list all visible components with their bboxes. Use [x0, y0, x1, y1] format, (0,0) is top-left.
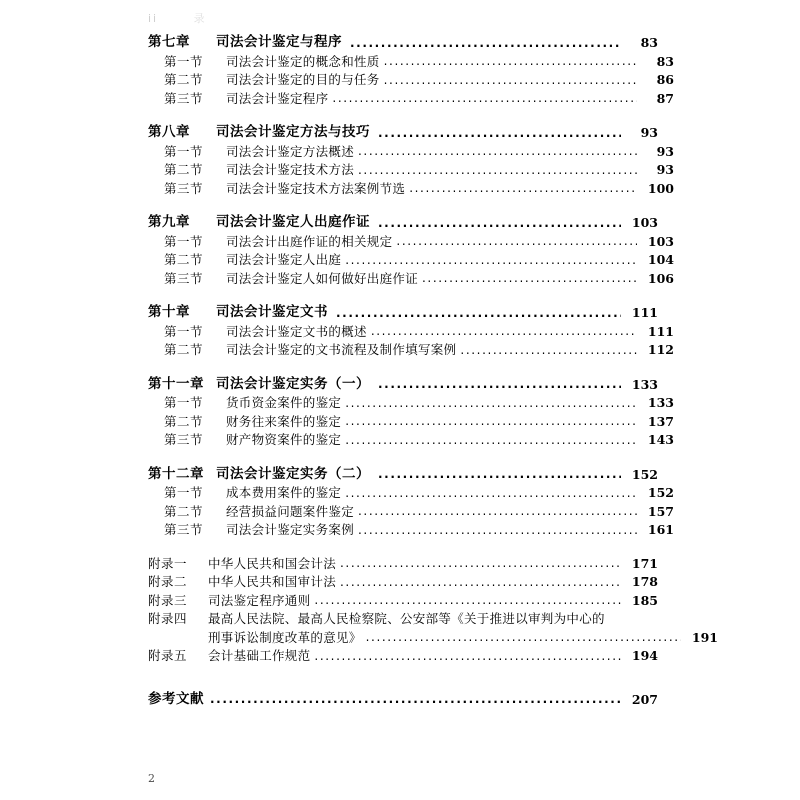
running-head-left: ii — [148, 12, 159, 25]
leader-dots — [396, 236, 637, 249]
entry-label — [148, 555, 337, 571]
appendix-entry[interactable] — [148, 576, 658, 589]
appendix-entry[interactable] — [148, 613, 658, 626]
entry-page-number: 100 — [647, 180, 674, 196]
section-entry[interactable] — [148, 164, 674, 177]
leader-dots — [378, 378, 621, 392]
section-number: 第一节 — [164, 53, 204, 69]
chapter-group — [148, 465, 674, 537]
leader-dots — [378, 216, 621, 230]
entry-label — [148, 126, 370, 140]
chapter-title: 司法会计鉴定人出庭作证 — [216, 214, 370, 230]
entry-page-number: 106 — [647, 270, 674, 286]
appendix-title: 中华人民共和国会计法 — [208, 555, 337, 571]
entry-label — [164, 90, 329, 106]
running-head-right: 录 — [193, 12, 207, 25]
section-number: 第二节 — [164, 413, 204, 429]
entry-page-number: 83 — [656, 53, 674, 69]
chapter-group — [148, 375, 674, 447]
section-entry[interactable] — [148, 74, 674, 87]
entry-page-number: 178 — [631, 574, 658, 589]
appendix-entry[interactable] — [148, 592, 658, 608]
entry-label — [164, 254, 341, 267]
entry-label — [164, 270, 419, 286]
entry-label — [164, 323, 367, 339]
references-label: 参考文献 — [148, 690, 204, 707]
leader-dots — [371, 326, 637, 339]
section-title: 财产物资案件的鉴定 — [226, 432, 342, 447]
entry-page-number: 194 — [631, 648, 658, 663]
chapter-group — [148, 124, 674, 196]
entry-label — [208, 629, 362, 645]
chapter-entry[interactable] — [148, 306, 658, 320]
references-entry[interactable] — [148, 690, 658, 707]
section-number: 第三节 — [164, 270, 204, 286]
leader-dots — [345, 416, 637, 429]
entry-label — [148, 216, 370, 230]
section-entry[interactable] — [148, 180, 674, 196]
entry-page-number: 112 — [647, 342, 674, 357]
section-title: 司法会计鉴定的概念和性质 — [226, 53, 380, 69]
entry-page-number: 152 — [647, 485, 674, 500]
leader-dots — [340, 558, 621, 571]
section-title: 成本费用案件的鉴定 — [226, 485, 342, 500]
entry-page-number: 191 — [691, 629, 718, 645]
entry-label — [148, 613, 605, 626]
section-number: 第二节 — [164, 503, 204, 519]
section-entry[interactable] — [148, 503, 674, 519]
entry-label — [148, 690, 204, 707]
leader-dots — [345, 397, 637, 410]
leader-dots — [350, 36, 621, 50]
chapter-number: 第十章 — [148, 304, 190, 320]
leader-dots — [314, 595, 621, 608]
entry-page-number: 143 — [647, 432, 674, 447]
chapter-title: 司法会计鉴定文书 — [216, 304, 328, 320]
chapter-entry[interactable] — [148, 216, 658, 230]
page-folio: 2 — [148, 772, 155, 785]
entry-page-number: 133 — [631, 376, 658, 392]
entry-label — [164, 74, 380, 87]
leader-dots — [332, 93, 637, 106]
section-number: 第一节 — [164, 395, 204, 410]
section-title: 货币资金案件的鉴定 — [226, 395, 342, 410]
section-title: 司法会计鉴定人如何做好出庭作证 — [226, 270, 419, 286]
section-number: 第二节 — [164, 72, 204, 87]
leader-dots — [378, 468, 621, 482]
entry-label — [164, 233, 393, 249]
entry-page-number: 103 — [631, 215, 658, 230]
appendix-group — [148, 555, 718, 663]
leader-dots — [384, 74, 637, 87]
entry-label — [148, 576, 336, 589]
leader-dots — [358, 506, 637, 519]
leader-dots — [345, 254, 637, 267]
entry-page-number: 207 — [631, 691, 658, 707]
section-entry[interactable] — [148, 344, 674, 357]
section-number: 第二节 — [164, 252, 204, 267]
leader-dots — [384, 56, 637, 69]
entry-page-number: 93 — [656, 143, 674, 159]
entry-page-number: 171 — [631, 555, 658, 571]
entry-page-number: 87 — [656, 90, 674, 106]
section-entry[interactable] — [148, 270, 674, 286]
entry-label — [164, 503, 355, 519]
appendix-number: 附录二 — [148, 574, 188, 589]
section-title: 司法会计鉴定文书的概述 — [226, 323, 367, 339]
entry-page-number: 157 — [647, 503, 674, 519]
section-entry[interactable] — [148, 323, 674, 339]
section-number: 第三节 — [164, 522, 204, 537]
section-entry[interactable] — [148, 487, 674, 500]
section-title: 司法会计鉴定实务案例 — [226, 522, 355, 537]
section-entry[interactable] — [148, 53, 674, 69]
section-entry[interactable] — [148, 233, 674, 249]
leader-dots — [358, 524, 637, 537]
section-entry[interactable] — [148, 254, 674, 267]
entry-label — [164, 397, 341, 410]
chapter-number: 第八章 — [148, 124, 190, 140]
chapter-title: 司法会计鉴定方法与技巧 — [216, 124, 370, 140]
section-number: 第二节 — [164, 162, 204, 177]
entry-page-number: 111 — [631, 305, 658, 320]
section-entry[interactable] — [148, 397, 674, 410]
appendix-entry-continuation[interactable] — [148, 629, 718, 645]
entry-label — [148, 592, 311, 608]
entry-label — [164, 180, 406, 196]
section-number: 第三节 — [164, 180, 204, 196]
leader-dots — [460, 344, 637, 357]
leader-dots — [609, 613, 621, 626]
chapter-entry[interactable] — [148, 126, 658, 140]
entry-label — [148, 36, 342, 50]
appendix-number: 附录三 — [148, 592, 188, 608]
entry-label — [148, 650, 310, 663]
section-entry[interactable] — [148, 434, 674, 447]
section-entry[interactable] — [148, 90, 674, 106]
entry-page-number: 137 — [647, 413, 674, 429]
entry-page-number: 152 — [631, 466, 658, 482]
section-title: 司法会计出庭作证的相关规定 — [226, 233, 393, 249]
leader-dots — [409, 183, 637, 196]
chapter-entry[interactable] — [148, 375, 658, 392]
leader-dots — [422, 273, 637, 286]
chapter-entry[interactable] — [148, 465, 658, 482]
chapter-title: 司法会计鉴定与程序 — [216, 34, 342, 50]
section-title: 司法会计鉴定程序 — [226, 90, 329, 106]
section-number: 第二节 — [164, 342, 204, 357]
entry-page-number: 93 — [640, 125, 658, 140]
entry-label — [148, 375, 370, 392]
appendix-title-line2: 刑事诉讼制度改革的意见》 — [208, 629, 362, 645]
entry-label — [148, 465, 370, 482]
entry-label — [164, 164, 354, 177]
chapter-group — [148, 34, 674, 106]
leader-dots — [210, 693, 621, 707]
appendix-number: 附录一 — [148, 555, 188, 571]
leader-dots — [345, 434, 637, 447]
section-number: 第一节 — [164, 323, 204, 339]
entry-label — [164, 487, 341, 500]
entry-label — [164, 434, 341, 447]
section-title: 司法会计鉴定的文书流程及制作填写案例 — [226, 342, 457, 357]
section-number: 第一节 — [164, 233, 204, 249]
entry-label — [164, 524, 354, 537]
chapter-number: 第十一章 — [148, 375, 204, 392]
appendix-entry[interactable] — [148, 650, 658, 663]
chapter-number: 第九章 — [148, 214, 190, 230]
section-title: 司法会计鉴定技术方法案例节选 — [226, 180, 406, 196]
appendix-number: 附录四 — [148, 611, 188, 626]
section-title: 司法会计鉴定的目的与任务 — [226, 72, 380, 87]
appendix-number: 附录五 — [148, 648, 188, 663]
chapter-number: 第十二章 — [148, 465, 204, 482]
section-entry[interactable] — [148, 143, 674, 159]
leader-dots — [340, 576, 621, 589]
appendix-title: 中华人民共和国审计法 — [208, 574, 337, 589]
leader-dots — [314, 650, 621, 663]
appendix-title: 司法鉴定程序通则 — [208, 592, 311, 608]
leader-dots — [358, 164, 637, 177]
entry-label — [164, 344, 456, 357]
entry-page-number: 185 — [631, 592, 658, 608]
section-entry[interactable] — [148, 413, 674, 429]
entry-page-number: 86 — [656, 72, 674, 87]
entry-page-number: 161 — [647, 522, 674, 537]
chapter-title: 司法会计鉴定实务（一） — [216, 375, 370, 392]
appendix-entry[interactable] — [148, 555, 658, 571]
toc-list — [148, 34, 718, 707]
section-title: 财务往来案件的鉴定 — [226, 413, 342, 429]
section-title: 司法会计鉴定方法概述 — [226, 143, 355, 159]
leader-dots — [336, 306, 621, 320]
chapter-group — [148, 214, 674, 286]
chapter-group — [148, 304, 674, 357]
entry-label — [164, 143, 355, 159]
entry-page-number: 133 — [647, 395, 674, 410]
chapter-title: 司法会计鉴定实务（二） — [216, 465, 370, 482]
section-title: 司法会计鉴定人出庭 — [226, 252, 342, 267]
section-title: 司法会计鉴定技术方法 — [226, 162, 355, 177]
entry-page-number: 103 — [647, 233, 674, 249]
leader-dots — [378, 126, 621, 140]
section-number: 第三节 — [164, 432, 204, 447]
running-head — [148, 10, 648, 28]
entry-page-number: 93 — [656, 162, 674, 177]
entry-page-number: 111 — [647, 323, 674, 339]
section-entry[interactable] — [148, 524, 674, 537]
appendix-title: 会计基础工作规范 — [208, 648, 311, 663]
chapter-entry[interactable] — [148, 36, 658, 50]
section-number: 第一节 — [164, 143, 204, 159]
leader-dots — [345, 487, 637, 500]
section-number: 第一节 — [164, 485, 204, 500]
entry-page-number: 104 — [647, 252, 674, 267]
chapter-number: 第七章 — [148, 34, 190, 50]
entry-page-number: 83 — [640, 35, 658, 50]
entry-label — [164, 413, 342, 429]
section-title: 经营损益问题案件鉴定 — [226, 503, 355, 519]
leader-dots — [366, 632, 681, 645]
entry-label — [148, 306, 328, 320]
section-number: 第三节 — [164, 90, 204, 106]
appendix-title: 最高人民法院、最高人民检察院、公安部等《关于推进以审判为中心的 — [208, 611, 605, 626]
entry-label — [164, 53, 380, 69]
leader-dots — [358, 146, 637, 159]
